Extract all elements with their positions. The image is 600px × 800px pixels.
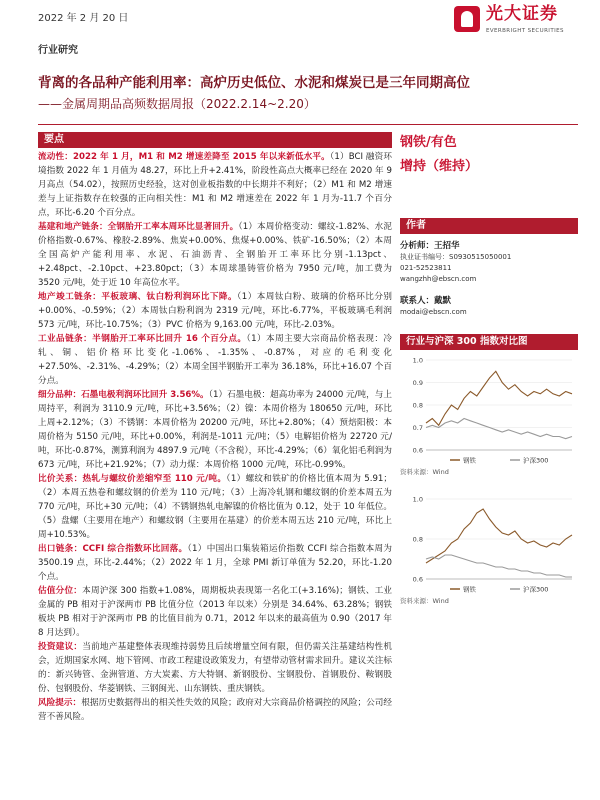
summary-paragraph	[38, 332, 392, 388]
summary-column	[38, 132, 392, 724]
sector-label: 钢铁/有色	[400, 135, 457, 150]
paragraph-text: （1）中国出口集装箱运价指数 CCFI 综合指数本周为 3500.19 点，环比-2.44%；（2）2022 年 1 月，全球 PMI 新订单值为 52.20，环比-1.20 个点。	[38, 544, 392, 582]
logo-name: 光大证券	[486, 4, 558, 24]
paragraph-text: （1）BCI 融资环境指数 2022 年 1 月值为 48.27，环比上升+2.41%，阶段性高点大概率已经在 2020 年 9 月高点（54.02），按照历史经验，这对创业板指数的中长期并不利好；（2）M1 和 M2 增速差与上证指数存在较强的正向相关性：M1 和 M2 增速差在 2022 年 1 月为-11.7 个百分点，环比-6.20 个百分点。	[38, 152, 392, 218]
contact-email[interactable]: modai@ebscn.com	[400, 308, 467, 316]
title-divider	[38, 124, 578, 125]
page-subtitle: ——金属周期品高频数据周报（2022.2.14~2.20）	[38, 97, 316, 111]
series-line-steel	[426, 371, 572, 425]
summary-paragraph	[38, 542, 392, 584]
paragraph-heading: 细分品种：石墨电极利润环比回升 3.56%。	[38, 390, 209, 400]
series-line-hs300	[426, 555, 572, 577]
paragraph-text: （1）螺纹和铁矿的价格比值本周为 5.91；（2）本周五热卷和螺纹钢的价差为 110 元/吨；（3）上海冷轧钢和螺纹钢的价差本周五为 770 元/吨，环比+30 元/吨；（4）不锈钢热轧电解镍的价格比值为 0.12，处于 10 年低位。（5）盘螺（主要用在地产）和螺纹钢（主要用在基建）的价差本周五达 210 元/吨，环比上周+10.53%。	[38, 474, 392, 540]
y-tick-label: 1.0	[412, 356, 423, 365]
summary-paragraph	[38, 584, 392, 640]
analyst-phone: 021-52523811	[400, 264, 452, 272]
y-tick-label: 0.6	[412, 575, 423, 584]
logo-mark-icon	[454, 6, 480, 32]
paragraph-text: （1）本周价格变动：螺纹-1.82%、水泥价格指数-0.67%、橡胶-2.89%、焦炭+0.00%、焦煤+0.00%、铁矿-16.50%；（2）本周全国高炉产能利用率、水泥、石油沥青、全钢胎开工率环比分别-1.13pct、+2.48pct、-2.10pct、+23.80pct；（3）本周球墨铸管价格为 7950 元/吨，加工费为 3520 元/吨，处于近 10 年高位水平。	[38, 222, 392, 288]
chart-1-source: 资料来源：Wind	[400, 468, 449, 476]
chart-header: 行业与沪深 300 指数对比图	[400, 334, 578, 350]
y-tick-label: 1.0	[412, 495, 423, 504]
paragraph-text: 根据历史数据得出的相关性失效的风险；政府对大宗商品价格调控的风险；公司经营不善风险。	[38, 698, 392, 722]
contact-name: 联系人：戴默	[400, 296, 452, 306]
paragraph-heading: 工业品链条：半钢胎开工率环比回升 16 个百分点。	[38, 334, 247, 344]
series-line-hs300	[426, 419, 572, 439]
legend-label: 沪深300	[523, 585, 549, 593]
paragraph-heading: 投资建议：	[38, 642, 83, 652]
paragraph-heading: 估值分位：	[38, 586, 83, 596]
logo-english-name: EVERBRIGHT SECURITIES	[486, 28, 564, 34]
report-type: 行业研究	[38, 45, 78, 56]
index-comparison-chart-1	[400, 354, 578, 464]
analyst-license: 执业证书编号：S0930515050001	[400, 253, 512, 261]
summary-paragraphs	[38, 150, 392, 724]
paragraph-text: （1）石墨电极：超高功率为 24000 元/吨，与上周持平，利润为 3110.9 元/吨，环比+3.56%；（2）镍：本周价格为 180650 元/吨，环比上周+2.12%；（3）不锈钢：本周价格为 20200 元/吨，环比+2.80%；（4）预焙阳极：本周价格为 5150 元/吨，环比+0.00%，利润是-1011 元/吨；（5）电解铝价格为 22720 元/吨，环比-0.87%，测算利润为 4897.9 元/吨（不含税），环比-4.29%；（6）氧化铝毛利润为 673 元/吨，环比+21.92%；（7）动力煤：本周价格 1000 元/吨，环比-0.99%。	[38, 390, 392, 470]
page-title: 背离的各品种产能利用率：高炉历史低位、水泥和煤炭已是三年同期高位	[38, 75, 470, 91]
paragraph-text: 当前地产基建整体表现维持弱势且后续增量空间有限，但仍需关注基建结构性机会，近期国家水网、地下管网、市政工程建设政策发力，有望带动管材需求回升。建议关注标的：新兴铸管、金洲管道、方大炭素、方大特钢、新钢股份、宝钢股份、首钢股份、鞍钢股份、包钢股份、华菱钢铁、三钢闽光、山东钢铁、重庆钢铁。	[38, 642, 392, 694]
y-tick-label: 0.6	[412, 446, 423, 455]
y-tick-label: 0.8	[412, 401, 423, 410]
summary-paragraph	[38, 290, 392, 332]
legend-label: 钢铁	[463, 585, 476, 593]
paragraph-heading: 流动性：2022 年 1 月，M1 和 M2 增速差降至 2015 年以来新低水平。	[38, 152, 330, 162]
brand-logo	[454, 4, 574, 38]
paragraph-heading: 出口链条：CCFI 综合指数环比回落。	[38, 544, 188, 554]
paragraph-text: （1）本周主要大宗商品价格表现：冷轧、铜、铝价格环比变化-1.06%、-1.35%、-0.87%，对应的毛利变化+27.50%、-2.31%、-4.29%；（2）本周全国半钢胎开工率为 36.18%，环比+16.07 个百分点。	[38, 334, 392, 386]
rating-label: 增持（维持）	[400, 159, 479, 174]
y-tick-label: 0.7	[412, 424, 423, 432]
summary-paragraph	[38, 220, 392, 290]
legend-label: 钢铁	[463, 456, 476, 464]
paragraph-heading: 基建和地产链条：全钢胎开工率本周环比显著回升。	[38, 222, 239, 232]
report-date: 2022 年 2 月 20 日	[38, 13, 129, 24]
paragraph-heading: 地产竣工链条：平板玻璃、钛白粉利润环比下降。	[38, 292, 238, 302]
chart-2-source: 资料来源：Wind	[400, 597, 449, 605]
analyst-info	[400, 240, 578, 318]
summary-paragraph	[38, 472, 392, 542]
sidebar	[400, 132, 578, 608]
paragraph-heading: 比价关系：热轧与螺纹价差缩窄至 110 元/吨。	[38, 474, 227, 484]
legend-label: 沪深300	[523, 456, 549, 464]
y-tick-label: 0.8	[412, 535, 423, 544]
analyst-name: 分析师：王招华	[400, 241, 460, 251]
analyst-email[interactable]: wangzhh@ebscn.com	[400, 275, 477, 283]
summary-paragraph	[38, 640, 392, 696]
y-tick-label: 0.9	[412, 379, 423, 387]
index-comparison-chart-2	[400, 493, 578, 593]
summary-paragraph	[38, 388, 392, 472]
summary-header: 要点	[38, 132, 392, 148]
paragraph-text: 本周沪深 300 指数+1.08%，周期板块表现第一名化工(+3.16%)；钢铁、工业金属的 PB 相对于沪深两市 PB 比值分位（2013 年以来）分别是 34.64%、63.28%；钢铁板块 PB 相对于沪深两市 PB 的比值目前为 0.71，2012 年以来的最高值为 0.90（2017 年 8 月达到）。	[38, 586, 392, 638]
paragraph-text: （1）本周钛白粉、玻璃的价格环比分别+0.00%、-0.59%；（2）本周钛白粉利润为 2319 元/吨，环比-6.77%，平板玻璃毛利润 573 元/吨，环比-10.75%；（3）PVC 价格为 9,163.00 元/吨，环比-2.03%。	[38, 292, 392, 330]
author-header: 作者	[400, 218, 578, 234]
summary-paragraph	[38, 696, 392, 724]
paragraph-heading: 风险提示：	[38, 698, 82, 708]
summary-paragraph	[38, 150, 392, 220]
